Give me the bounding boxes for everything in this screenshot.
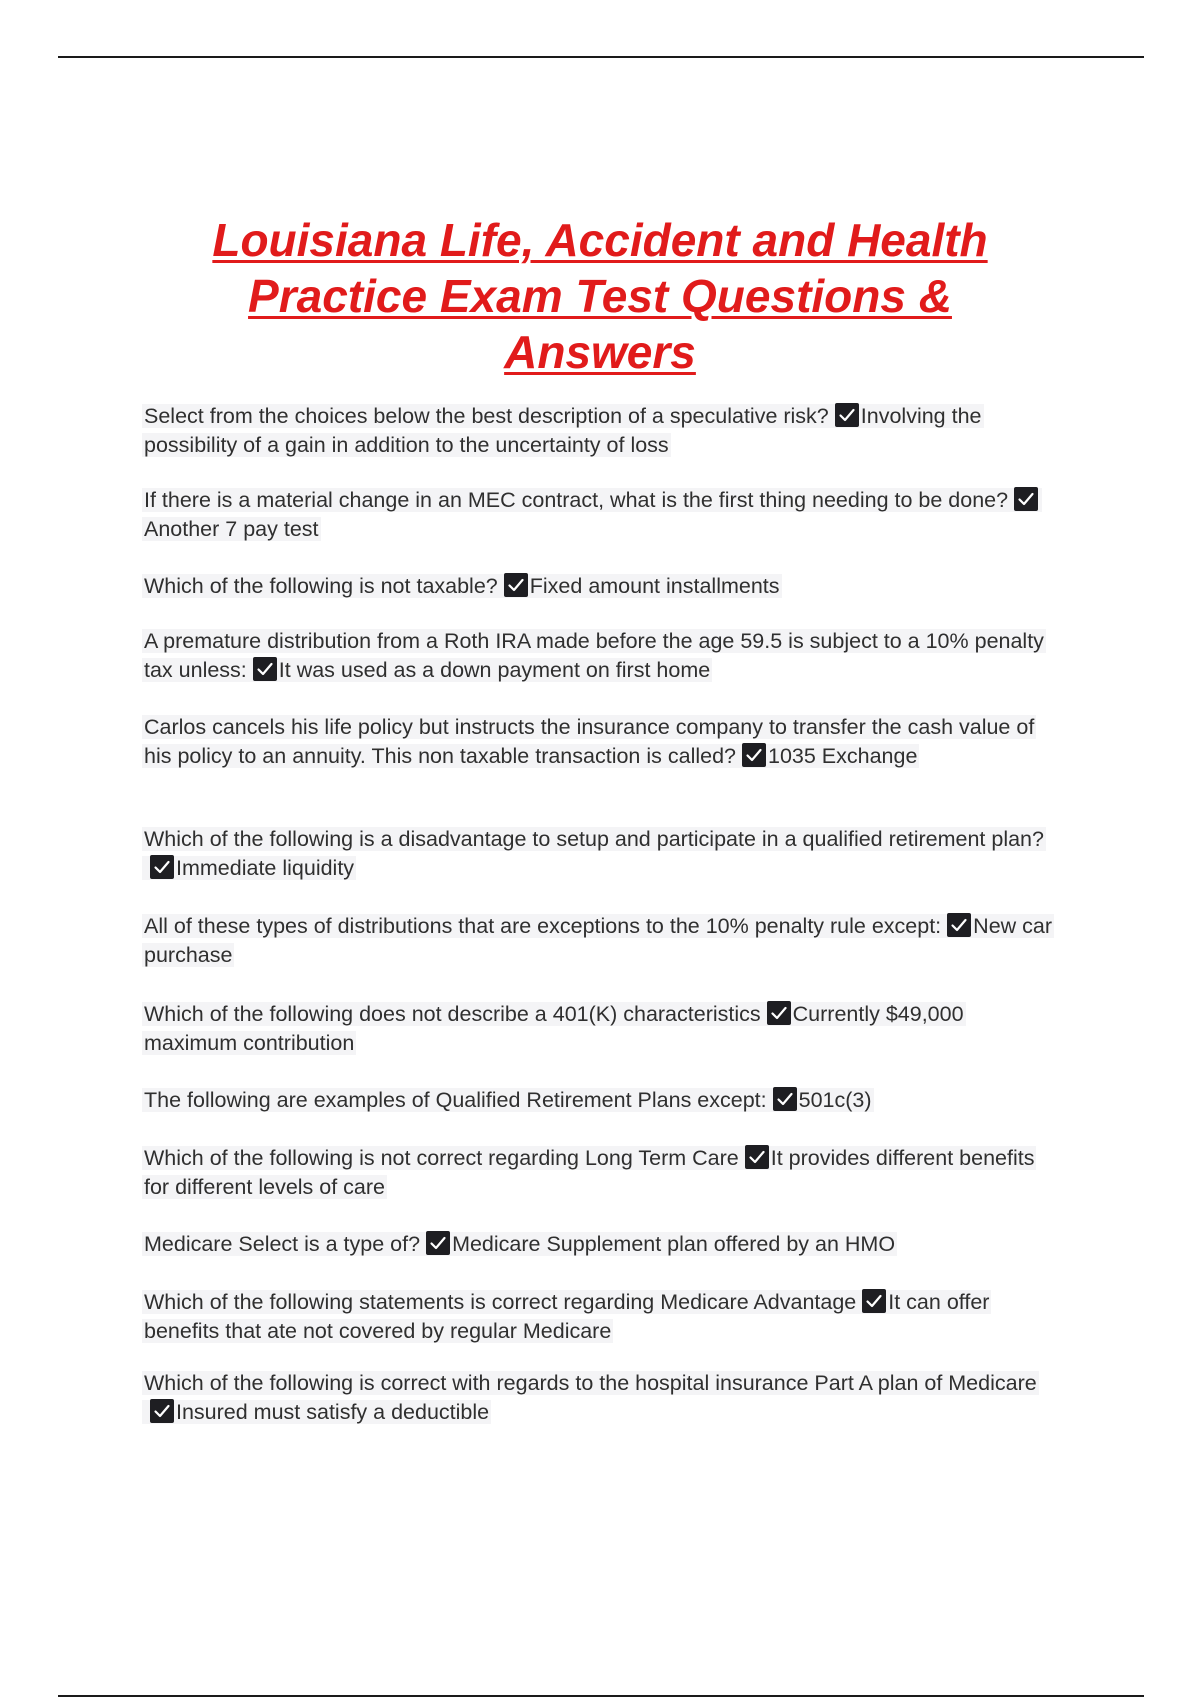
checkbox-checked-icon: [742, 743, 766, 767]
checkbox-checked-icon: [253, 657, 277, 681]
checkbox-checked-icon: [773, 1087, 797, 1111]
question-text: The following are examples of Qualified Retirement Plans except:: [144, 1088, 767, 1112]
answer-text: New car purchase: [144, 914, 1053, 967]
qa-item: [142, 1144, 1062, 1202]
qa-item: [142, 1000, 1062, 1058]
title-line-2: Practice Exam Test Questions &: [248, 270, 952, 322]
question-text: All of these types of distributions that are exceptions to the 10% penalty rule except:: [144, 914, 942, 938]
footer-rule: [58, 1695, 1144, 1697]
qa-item: [142, 1288, 1062, 1346]
question-text: Which of the following is correct with regards to the hospital insurance Part A plan of Medicare: [144, 1371, 1037, 1395]
qa-item: [142, 627, 1062, 685]
header-rule: [58, 56, 1144, 58]
checkbox-checked-icon: [150, 855, 174, 879]
answer-text: Medicare Supplement plan offered by an HMO: [452, 1232, 896, 1256]
title-line-1: Louisiana Life, Accident and Health: [212, 214, 988, 266]
qa-item: [142, 402, 1062, 460]
answer-text: Another 7 pay test: [144, 517, 319, 541]
title-line-3: Answers: [504, 326, 696, 378]
checkbox-checked-icon: [150, 1399, 174, 1423]
answer-text: It was used as a down payment on first home: [278, 658, 711, 682]
checkbox-checked-icon: [1014, 487, 1038, 511]
qa-item: [142, 713, 1062, 771]
question-text: Which of the following statements is correct regarding Medicare Advantage: [144, 1290, 857, 1314]
answer-text: Immediate liquidity: [176, 856, 355, 880]
answer-text: 1035 Exchange: [768, 744, 918, 768]
answer-text: Fixed amount installments: [529, 574, 780, 598]
answer-text: It can offer benefits that ate not covered by regular Medicare: [144, 1290, 990, 1343]
checkbox-checked-icon: [426, 1231, 450, 1255]
checkbox-checked-icon: [947, 913, 971, 937]
question-text: Which of the following is not correct regarding Long Term Care: [144, 1146, 739, 1170]
checkbox-checked-icon: [862, 1289, 886, 1313]
question-text: A premature distribution from a Roth IRA made before the age 59.5 is subject to a 10% penalty tax unless:: [144, 629, 1044, 682]
answer-text: Involving the possibility of a gain in addition to the uncertainty of loss: [144, 404, 982, 457]
checkbox-checked-icon: [767, 1001, 791, 1025]
question-text: Medicare Select is a type of?: [144, 1232, 421, 1256]
checkbox-checked-icon: [504, 573, 528, 597]
qa-item: [142, 1369, 1062, 1427]
document-title: [120, 212, 1080, 380]
question-text: Carlos cancels his life policy but instructs the insurance company to transfer the cash value of his policy to an annuity. This non taxable transaction is called?: [144, 715, 1035, 768]
question-text: Which of the following is a disadvantage to setup and participate in a qualified retirement plan?: [144, 827, 1044, 851]
question-text: Select from the choices below the best description of a speculative risk?: [144, 404, 829, 428]
question-text: Which of the following is not taxable?: [144, 574, 498, 598]
answer-text: Currently $49,000 maximum contribution: [144, 1002, 964, 1055]
qa-item: [142, 912, 1062, 970]
qa-item: [142, 825, 1062, 883]
qa-item: [142, 572, 1062, 601]
qa-item: [142, 1086, 1062, 1115]
qa-item: [142, 486, 1062, 544]
answer-text: 501c(3): [798, 1088, 872, 1112]
qa-item: [142, 1230, 1062, 1259]
checkbox-checked-icon: [745, 1145, 769, 1169]
answer-text: Insured must satisfy a deductible: [176, 1400, 490, 1424]
answer-text: It provides different benefits for different levels of care: [144, 1146, 1035, 1199]
checkbox-checked-icon: [835, 403, 859, 427]
question-text: Which of the following does not describe a 401(K) characteristics: [144, 1002, 761, 1026]
question-text: If there is a material change in an MEC contract, what is the first thing needing to be done?: [144, 488, 1009, 512]
